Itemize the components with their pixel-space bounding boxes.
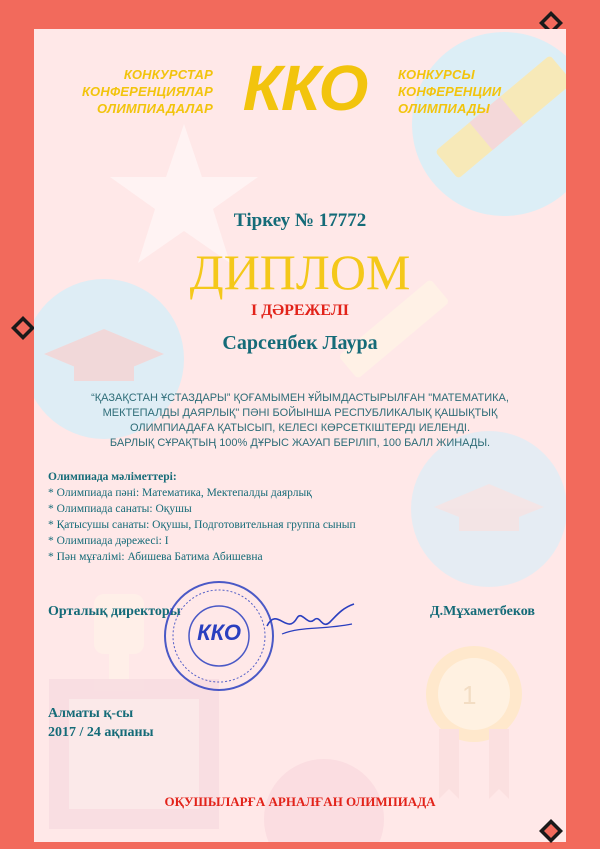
detail-item: * Олимпиада санаты: Оқушы <box>48 503 192 515</box>
logo-mark: ККО <box>242 52 368 124</box>
detail-item: * Олимпиада пәні: Математика, Мектепалды даярлық <box>48 487 312 499</box>
logo-line: ОЛИМПИАДЫ <box>398 101 490 116</box>
logo-line: КОНКУРСЫ <box>398 67 475 82</box>
logo-line: КОНКУРСТАР <box>123 67 213 82</box>
issue-date: 2017 / 24 ақпаны <box>48 725 154 740</box>
logo-line: КОНФЕРЕНЦИЯЛАР <box>82 84 213 99</box>
diploma-title: ДИПЛОМ <box>189 244 411 300</box>
signature-icon <box>262 596 362 646</box>
description-line: “ҚАЗАҚСТАН ҰСТАЗДАРЫ” ҚОҒАМЫМЕН ҰЙЫМДАСТЫРЫЛҒАН "МАТЕМАТИКА, <box>91 392 509 404</box>
footer-caption: ОҚУШЫЛАРҒА АРНАЛҒАН ОЛИМПИАДА <box>164 794 436 809</box>
description-line: БАРЛЫҚ СҰРАҚТЫҢ 100% ДҰРЫС ЖАУАП БЕРІЛІП, 100 БАЛЛ ЖИНАДЫ. <box>109 437 491 449</box>
description-line: ОЛИМПИАДАҒА ҚАТЫСЫП, КЕЛЕСІ КӨРСЕТКІШТЕРДІ ИЕЛЕНДІ. <box>129 422 471 434</box>
medal-icon <box>426 646 522 799</box>
logo-left-text <box>78 66 213 117</box>
logo-right-text <box>398 66 538 117</box>
logo-line: ОЛИМПИАДАЛАР <box>97 101 213 116</box>
issue-city: Алматы қ-сы <box>48 706 134 721</box>
detail-item: * Қатысушы санаты: Оқушы, Подготовительная группа сынып <box>48 519 356 531</box>
star-icon <box>110 124 258 263</box>
stamp-text: ККО <box>197 620 241 645</box>
svg-text:1: 1 <box>462 680 477 710</box>
details-heading: Олимпиада мәліметтері: <box>48 471 177 483</box>
description-line: МЕКТЕПАЛДЫ ДАЯРЛЫҚ" ПӘНІ БОЙЫНША РЕСПУБЛИКАЛЫҚ ҚАШЫҚТЫҚ <box>102 407 498 419</box>
award-description <box>48 391 552 451</box>
detail-item: * Олимпиада дәрежесі: І <box>48 535 169 547</box>
registration-number: Тіркеу № 17772 <box>233 210 367 231</box>
degree-label: І ДӘРЕЖЕЛІ <box>251 302 349 319</box>
corner-diamond-icon <box>538 818 564 844</box>
olympiad-details <box>48 469 528 565</box>
detail-item: * Пән мұғалімі: Абишева Батима Абишевна <box>48 551 263 563</box>
director-name: Д.Мұхаметбеков <box>430 604 535 619</box>
director-label: Орталық директоры <box>48 604 181 619</box>
issue-place-date <box>48 704 154 742</box>
recipient-name: Сарсенбек Лаура <box>222 332 378 354</box>
logo-line: КОНФЕРЕНЦИИ <box>398 84 502 99</box>
corner-diamond-icon <box>10 315 36 341</box>
